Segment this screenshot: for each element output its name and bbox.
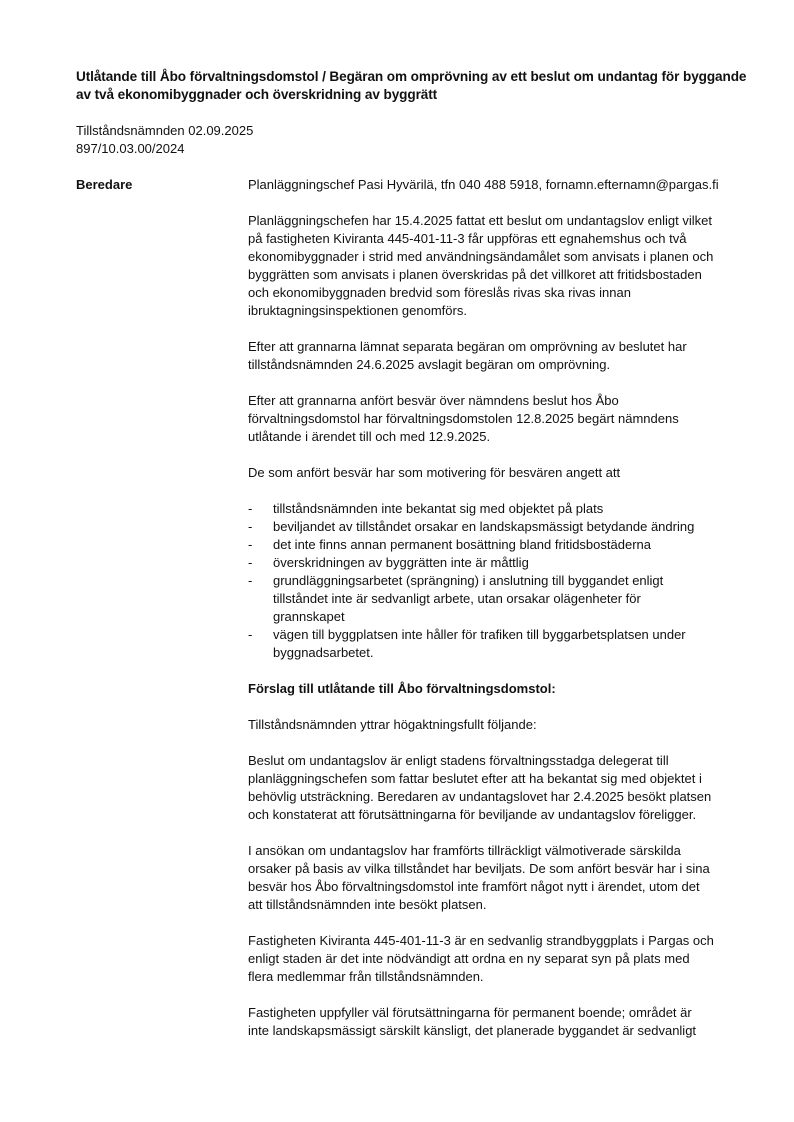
section-label-beredare: Beredare [76,177,133,192]
list-item: - beviljandet av tillståndet orsakar en landskapsmässigt betydande ändring [248,519,695,534]
list-item: - grundläggningsarbetet (sprängning) i anslutning till byggandet enligt tillståndet inte är sedvanligt arbete, utan orsakar olägenheter för grannskapet [248,573,664,624]
paragraph: Planläggningschefen har 15.4.2025 fattat ett beslut om undantagslov enligt vilket på fastigheten Kiviranta 445-401-11-3 får uppföras ett egnahemshus och två ekonomibyggnader i strid med användningsändamålet som anvisats i planen och byggrätten som anvisats i planen överskridas på det villkoret att fritidsbostaden och ekonomibyggnaden bredvid som föreslås rivas ska rivas innan ibruktagningsinspektionen genomförs. [248,213,714,318]
document-title: Utlåtande till Åbo förvaltningsdomstol / Begäran om omprövning av ett beslut om undantag för byggande av två ekonomibyggnader och överskridning av byggrätt [76,69,747,102]
paragraph: Efter att grannarna anfört besvär över nämndens beslut hos Åbo förvaltningsdomstol har förvaltningsdomstolen 12.8.2025 begärt nämndens utlåtande i ärendet till och med 12.9.2025. [248,393,679,444]
dash-marker: - [248,555,253,570]
preparer-line: Planläggningschef Pasi Hyvärilä, tfn 040 488 5918, fornamn.efternamn@pargas.fi [248,177,719,192]
dash-marker: - [248,519,253,534]
meeting-date: Tillståndsnämnden 02.09.2025 [76,123,254,138]
document-body [248,176,744,1058]
paragraph: Beslut om undantagslov är enligt stadens förvaltningsstadga delegerat till planläggningschefen som fattar beslutet efter att ha bekantat sig med objektet i behövlig utsträckning. Beredaren av undantagslovet har 2.4.2025 besökt platsen och konstaterat att förutsättningarna för beviljande av undantagslov föreligger. [248,753,712,822]
dash-marker: - [248,501,253,516]
paragraph: Tillståndsnämnden yttrar högaktningsfullt följande: [248,717,537,732]
proposal-heading: Förslag till utlåtande till Åbo förvaltningsdomstol: [248,681,556,696]
list-item: - överskridningen av byggrätten inte är måttlig [248,555,529,570]
list-item: - tillståndsnämnden inte bekantat sig med objektet på plats [248,501,604,516]
case-number: 897/10.03.00/2024 [76,141,185,156]
list-item: - vägen till byggplatsen inte håller för trafiken till byggarbetsplatsen under byggnadsarbetet. [248,627,686,660]
paragraph: Fastigheten uppfyller väl förutsättningarna för permanent boende; området är inte landskapsmässigt särskilt känsligt, det planerade byggandet är sedvanligt [248,1005,697,1038]
dash-marker: - [248,537,253,552]
paragraph: I ansökan om undantagslov har framförts tillräckligt välmotiverade särskilda orsaker på basis av vilka tillståndet har beviljats. De som anfört besvär har i sina besvär hos Åbo förvaltningsdomstol inte framfört något nytt i ärendet, utom det att tillståndsnämnden inte besökt platsen. [248,843,710,912]
paragraph: Fastigheten Kiviranta 445-401-11-3 är en sedvanlig strandbyggplats i Pargas och enligt staden är det inte nödvändigt att ordna en ny separat syn på plats med flera medlemmar från tillståndsnämnden. [248,933,714,984]
paragraph: Efter att grannarna lämnat separata begäran om omprövning av beslutet har tillståndsnämnden 24.6.2025 avslagit begäran om omprövning. [248,339,687,372]
meeting-meta [76,122,253,158]
dash-marker: - [248,573,253,588]
appeal-grounds-list [248,500,744,662]
list-item: - det inte finns annan permanent bosättning bland fritidsbostäderna [248,537,651,552]
dash-marker: - [248,627,253,642]
paragraph: De som anfört besvär har som motivering för besvären angett att [248,465,621,480]
